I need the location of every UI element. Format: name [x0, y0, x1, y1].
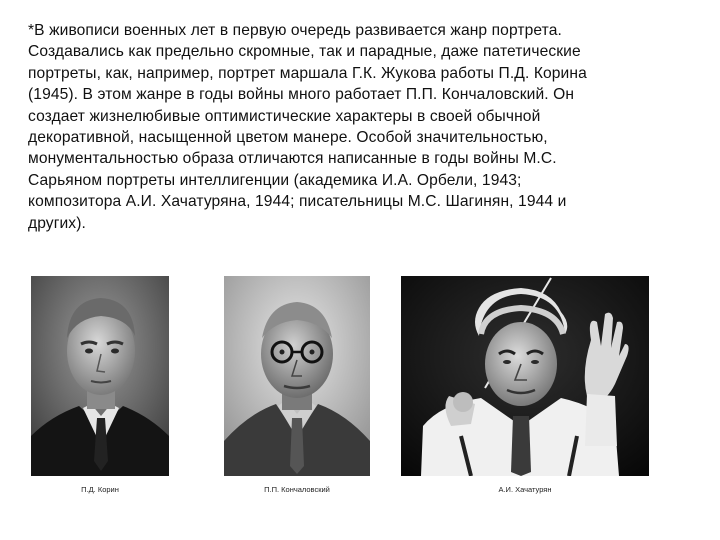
slide-body-text: [28, 20, 692, 234]
text-line: композитора А.И. Хачатуряна, 1944; писательницы М.С. Шагинян, 1944 и: [28, 193, 567, 211]
text-line: портреты, как, например, портрет маршала Г.К. Жукова работы П.Д. Корина: [28, 64, 587, 82]
text-line: декоративной, насыщенной цветом манере. Особой значительностью,: [28, 129, 548, 147]
text-line: Сарьяном портреты интеллигенции (академика И.А. Орбели, 1943;: [28, 171, 522, 189]
text-line: монументальностью образа отличаются написанные в годы войны М.С.: [28, 150, 557, 168]
text-line: Создавались как предельно скромные, так и парадные, даже патетические: [28, 43, 581, 61]
caption-khachaturian: А.И. Хачатурян: [498, 485, 552, 494]
portrait-khachaturian-photo: [401, 276, 649, 476]
caption-konchalovsky: П.П. Кончаловский: [264, 485, 330, 494]
text-line: (1945). В этом жанре в годы войны много работает П.П. Кончаловский. Он: [28, 86, 575, 104]
text-line: других).: [28, 214, 86, 232]
text-line: *В живописи военных лет в первую очередь развивается жанр портрета.: [28, 22, 562, 39]
portrait-korin-photo: [31, 276, 169, 476]
portrait-konchalovsky-photo: [224, 276, 370, 476]
text-line: создает жизнелюбивые оптимистические характеры в своей обычной: [28, 107, 541, 125]
caption-korin: П.Д. Корин: [81, 485, 119, 494]
